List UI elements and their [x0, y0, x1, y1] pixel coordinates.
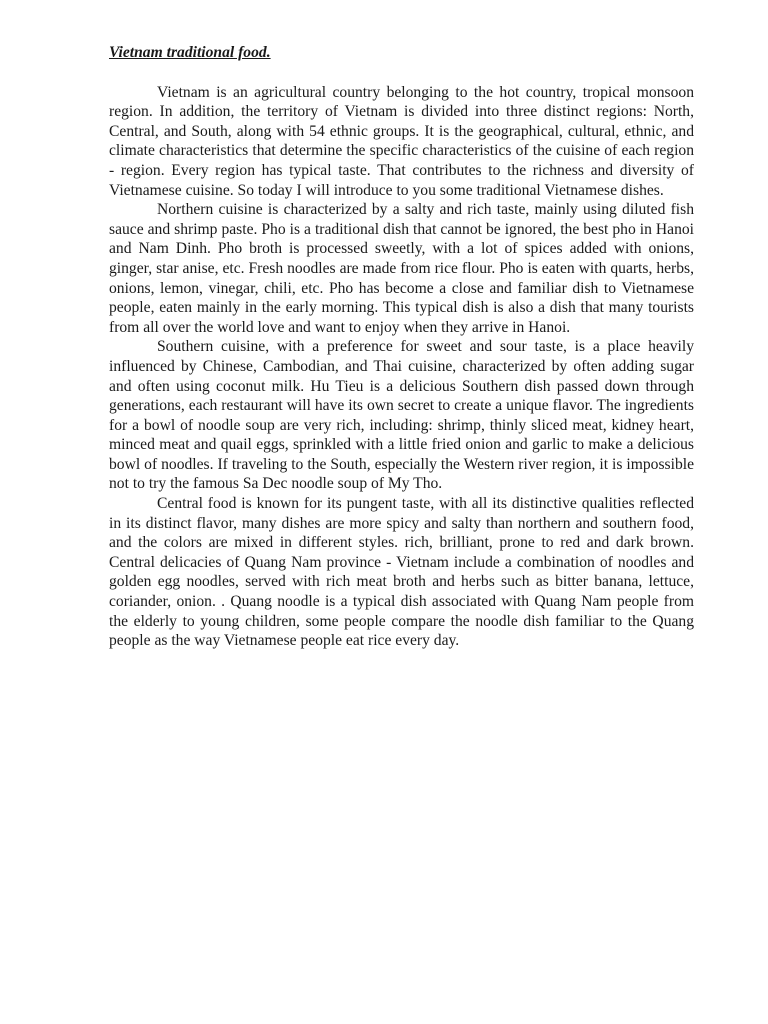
document-title: Vietnam traditional food.: [109, 44, 271, 61]
intro-paragraph: Vietnam is an agricultural country belonging to the hot country, tropical monsoon region. In addition, the territory of Vietnam is divided into three distinct regions: North, Central, and South, along with 54 ethnic groups. It is the geographical, cultural, ethnic, and climate characteristics that determine the specific characteristics of the cuisine of each region - region. Every region has typical taste. That contributes to the richness and diversity of Vietnamese cuisine. So today I will introduce to you some traditional Vietnamese dishes.: [109, 83, 694, 199]
central-food-paragraph: Central food is known for its pungent taste, with all its distinctive qualities reflected in its distinct flavor, many dishes are more spicy and salty than northern and southern food, and the colors are mixed in different styles. rich, brilliant, prone to red and dark brown. Central delicacies of Quang Nam province - Vietnam include a combination of noodles and golden egg noodles, served with rich meat broth and herbs such as bitter banana, lettuce, coriander, onion. . Quang noodle is a typical dish associated with Quang Nam people from the elderly to young children, some people compare the noodle dish familiar to the Quang people as the way Vietnamese people eat rice every day.: [109, 495, 694, 650]
southern-cuisine-paragraph: Southern cuisine, with a preference for sweet and sour taste, is a place heavily influenced by Chinese, Cambodian, and Thai cuisine, characterized by often adding sugar and often using coconut milk. Hu Tieu is a delicious Southern dish passed down through generations, each restaurant will have its own secret to create a unique flavor. The ingredients for a bowl of noodle soup are very rich, including: shrimp, thinly sliced meat, kidney heart, minced meat and quail eggs, sprinkled with a little fried onion and garlic to make a delicious bowl of noodles. If traveling to the South, especially the Western river region, it is impossible not to try the famous Sa Dec noodle soup of My Tho.: [109, 338, 694, 493]
northern-cuisine-paragraph: Northern cuisine is characterized by a salty and rich taste, mainly using diluted fish sauce and shrimp paste. Pho is a traditional dish that cannot be ignored, the best pho in Hanoi and Nam Dinh. Pho broth is processed sweetly, with a lot of spices added with onions, ginger, star anise, etc. Fresh noodles are made from rice flour. Pho is eaten with quarts, herbs, onions, lemon, vinegar, chili, etc. Pho has become a close and familiar dish to Vietnamese people, eaten mainly in the early morning. This typical dish is also a dish that many tourists from all over the world love and want to enjoy when they arrive in Hanoi.: [109, 201, 694, 336]
document-body: [109, 43, 694, 651]
